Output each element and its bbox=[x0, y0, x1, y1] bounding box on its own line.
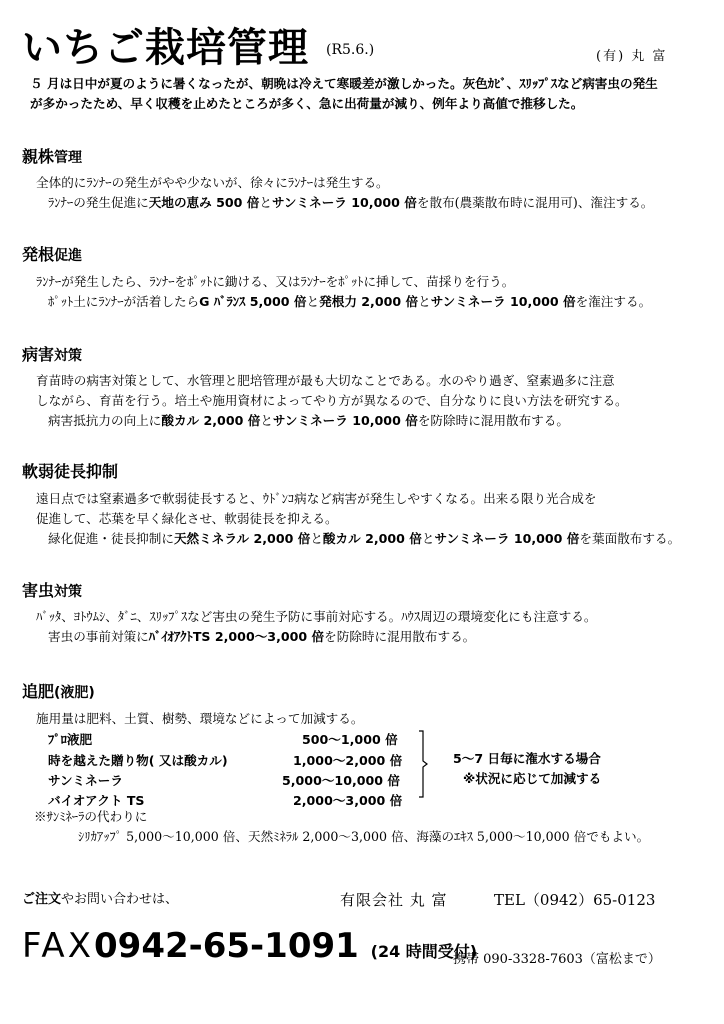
hakkon-line-1: ﾗﾝﾅｰが発生したら、ﾗﾝﾅｰをﾎﾟｯﾄに鋤ける、又はﾗﾝﾅｰをﾎﾟｯﾄに挿して、苗採りを行う。 bbox=[36, 274, 515, 289]
section-heading-byogai bbox=[22, 342, 82, 365]
oyakabu-line-2 bbox=[48, 193, 653, 213]
fert-name: ﾌﾟﾛ液肥 bbox=[48, 732, 93, 747]
product-sanminera: サンミネーラ 10,000 倍 bbox=[272, 413, 418, 428]
heading-sub: 対策 bbox=[54, 348, 83, 364]
fert-name: 時を越えた贈り物( 又は酸カル) bbox=[48, 753, 228, 768]
heading-main: 親株 bbox=[22, 147, 55, 166]
text: 緑化促進・徒長抑制に bbox=[48, 531, 174, 546]
byogai-line-3 bbox=[48, 411, 569, 431]
gaichu-line-1: ﾊﾞｯﾀ、ﾖﾄｳﾑｼ、ﾀﾞﾆ、ｽﾘｯﾌﾟｽなど害虫の発生予防に事前対応する。ﾊｳｽ周辺の環境変化にも注意する。 bbox=[36, 609, 597, 624]
product-sanminera: サンミネーラ 10,000 倍 bbox=[271, 195, 417, 210]
product-sanminera: サンミネーラ 10,000 倍 bbox=[430, 294, 576, 309]
company-name-footer: 有限会社 丸 富 bbox=[340, 891, 448, 909]
intro-line-2: が多かったため、早く収穫を止めたところが多く、急に出荷量が減り、例年より高値で推移した。 bbox=[30, 96, 584, 111]
order-bold: ご注文 bbox=[22, 892, 62, 907]
text: を散布(農薬散布時に混用可)、潅注する。 bbox=[416, 195, 654, 210]
page-title: いちご栽培管理 bbox=[22, 25, 309, 71]
alt-note-1: ※ｻﾝﾐﾈｰﾗの代わりに bbox=[34, 809, 148, 824]
heading-main: 害虫 bbox=[22, 581, 55, 600]
product-sanminera: サンミネーラ 10,000 倍 bbox=[434, 531, 580, 546]
gaichu-line-2 bbox=[48, 627, 475, 647]
tel-number: TEL（0942）65-0123 bbox=[494, 891, 656, 909]
product-sankaru: 酸カル 2,000 倍 bbox=[161, 413, 261, 428]
heading-main: 病害 bbox=[22, 345, 55, 364]
text: 害虫の事前対策に bbox=[48, 629, 149, 644]
byogai-line-1: 育苗時の病害対策として、水管理と肥培管理が最も大切なことである。水のやり過ぎ、窒素過多に注意 bbox=[36, 373, 615, 388]
section-heading-oyakabu bbox=[22, 144, 82, 167]
heading-sub: 管理 bbox=[54, 150, 83, 166]
heading-sub: 促進 bbox=[54, 248, 83, 264]
fax-hours: (24 時間受付) bbox=[370, 942, 478, 961]
heading-main: 追肥 bbox=[22, 682, 55, 701]
text: と bbox=[421, 531, 435, 546]
text: を潅注する。 bbox=[575, 294, 652, 309]
heading-sub: 対策 bbox=[54, 584, 83, 600]
text: と bbox=[310, 531, 323, 546]
oyakabu-line-1: 全体的にﾗﾝﾅｰの発生がやや少ないが、徐々にﾗﾝﾅｰは発生する。 bbox=[36, 175, 389, 190]
text: を防除時に混用散布する。 bbox=[324, 629, 476, 644]
text: と bbox=[260, 413, 273, 428]
fax-block bbox=[22, 926, 477, 966]
intro-paragraph bbox=[30, 74, 710, 114]
adjust-note: ※状況に応じて加減する bbox=[463, 771, 602, 786]
product-bioact: ﾊﾞｲｵｱｸﾄTS 2,000～3,000 倍 bbox=[148, 629, 325, 644]
tsuihi-line-1: 施用量は肥料、土質、樹勢、環境などによって加減する。 bbox=[36, 711, 364, 726]
nanjaku-line-2: 促進して、芯葉を早く緑化させ、軟弱徒長を抑える。 bbox=[36, 511, 338, 526]
company-name-top: (有) 丸 富 bbox=[596, 49, 668, 64]
text: と bbox=[418, 294, 431, 309]
hakkon-line-2 bbox=[48, 292, 651, 312]
nanjaku-line-1: 遠日点では窒素過多で軟弱徒長すると、ｳﾄﾞﾝｺ病など病害が発生しやすくなる。出来る限り光合成を bbox=[36, 491, 597, 506]
right-brace bbox=[418, 730, 428, 798]
nanjaku-line-3 bbox=[48, 529, 680, 549]
fax-prefix: FAX bbox=[22, 926, 94, 966]
text: ﾎﾟｯﾄ土にﾗﾝﾅｰが活着したら bbox=[48, 294, 200, 309]
text: と bbox=[306, 294, 320, 309]
mobile-number: 携帯 090-3328-7603（富松まで） bbox=[453, 952, 661, 967]
fert-rate: 1,000～2,000 倍 bbox=[293, 753, 403, 768]
fert-rate: 2,000～3,000 倍 bbox=[293, 793, 403, 808]
product-gbalance: G ﾊﾞﾗﾝｽ 5,000 倍 bbox=[199, 294, 307, 309]
product-tenchi: 天地の恵み 500 倍 bbox=[148, 195, 260, 210]
order-rest: やお問い合わせは、 bbox=[61, 892, 179, 907]
fert-rate: 5,000～10,000 倍 bbox=[282, 773, 401, 788]
byogai-line-2: しながら、育苗を行う。培土や施用資材によってやり方が異なるので、自分なりに良い方法を研究する。 bbox=[36, 393, 628, 408]
text: と bbox=[259, 195, 272, 210]
section-heading-nanjaku: 軟弱徒長抑制 bbox=[22, 462, 119, 481]
product-hakkonryoku: 発根力 2,000 倍 bbox=[319, 294, 419, 309]
fax-number: 0942-65-1091 bbox=[94, 926, 359, 966]
watering-note: 5～7 日毎に潅水する場合 bbox=[453, 751, 601, 766]
issue-date: (R5.6.) bbox=[326, 42, 375, 58]
text: ﾗﾝﾅｰの発生促進に bbox=[48, 195, 149, 210]
section-heading-tsuihi bbox=[22, 679, 95, 702]
fert-rate: 500～1,000 倍 bbox=[302, 732, 398, 747]
product-tennen-mineral: 天然ミネラル 2,000 倍 bbox=[173, 531, 311, 546]
intro-line-1: ５ 月は日中が夏のように暑くなったが、朝晩は冷えて寒暖差が激しかった。灰色ｶﾋﾞ、ｽﾘｯﾌﾟｽなど病害虫の発生 bbox=[30, 76, 658, 91]
heading-main: 発根 bbox=[22, 245, 55, 264]
order-inquiry bbox=[22, 890, 178, 910]
text: を葉面散布する。 bbox=[579, 531, 681, 546]
alt-note-2: ｼﾘｶｱｯﾌﾟ 5,000～10,000 倍、天然ﾐﾈﾗﾙ 2,000～3,000 倍、海藻のｴｷｽ 5,000～10,000 倍でもよい。 bbox=[78, 829, 650, 844]
heading-sub: (液肥) bbox=[54, 685, 95, 701]
section-heading-gaichu bbox=[22, 578, 82, 601]
text: を防除時に混用散布する。 bbox=[417, 413, 569, 428]
fert-name: サンミネーラ bbox=[48, 773, 123, 788]
fert-name: バイオアクト TS bbox=[48, 793, 145, 808]
text: 病害抵抗力の向上に bbox=[48, 413, 162, 428]
section-heading-hakkon bbox=[22, 242, 82, 265]
product-sankaru: 酸カル 2,000 倍 bbox=[322, 531, 422, 546]
